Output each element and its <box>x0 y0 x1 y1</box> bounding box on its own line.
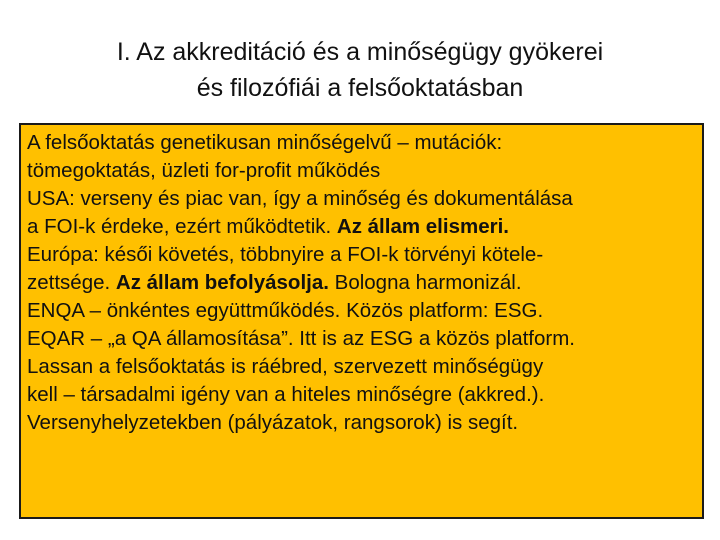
paragraph-line <box>27 213 696 241</box>
paragraph-eqar <box>27 325 696 353</box>
paragraph-line: Európa: késői követés, többnyire a FOI-k törvényi kötele- <box>27 243 544 266</box>
text-run: zettsége. <box>27 271 116 294</box>
bold-text-run: Az állam befolyásolja. <box>115 271 329 294</box>
paragraph-enqa <box>27 297 696 325</box>
title-line-2: és filozófiái a felsőoktatásban <box>196 74 524 102</box>
paragraph-line <box>27 269 696 297</box>
paragraph-line: Versenyhelyzetekben (pályázatok, rangsorok) is segít. <box>27 411 519 434</box>
paragraph-line: kell – társadalmi igény van a hiteles minőségre (akkred.). <box>27 383 545 406</box>
bold-text-run: Az állam elismeri. <box>336 215 509 238</box>
paragraph-usa <box>27 185 696 241</box>
paragraph-europe <box>27 241 696 297</box>
paragraph-line: tömegoktatás, üzleti for-profit működés <box>27 159 381 182</box>
paragraph-line: A felsőoktatás genetikusan minőségelvű – mutációk: <box>27 131 503 154</box>
content-box <box>19 123 704 519</box>
text-run: Bologna harmonizál. <box>328 271 522 294</box>
paragraph-awareness <box>27 353 696 437</box>
paragraph-line: ENQA – önkéntes együttműködés. Közös platform: ESG. <box>27 299 544 322</box>
text-run: a FOI-k érdeke, ezért működtetik. <box>27 215 337 238</box>
title-line-1: I. Az akkreditáció és a minőségügy gyökerei <box>116 38 604 66</box>
paragraph-line: EQAR – „a QA államosítása”. Itt is az ESG a közös platform. <box>27 327 576 350</box>
slide-title <box>20 34 700 106</box>
paragraph-genetics <box>27 129 696 185</box>
paragraph-line: Lassan a felsőoktatás is ráébred, szervezett minőségügy <box>27 355 544 378</box>
paragraph-line: USA: verseny és piac van, így a minőség és dokumentálása <box>27 187 573 210</box>
